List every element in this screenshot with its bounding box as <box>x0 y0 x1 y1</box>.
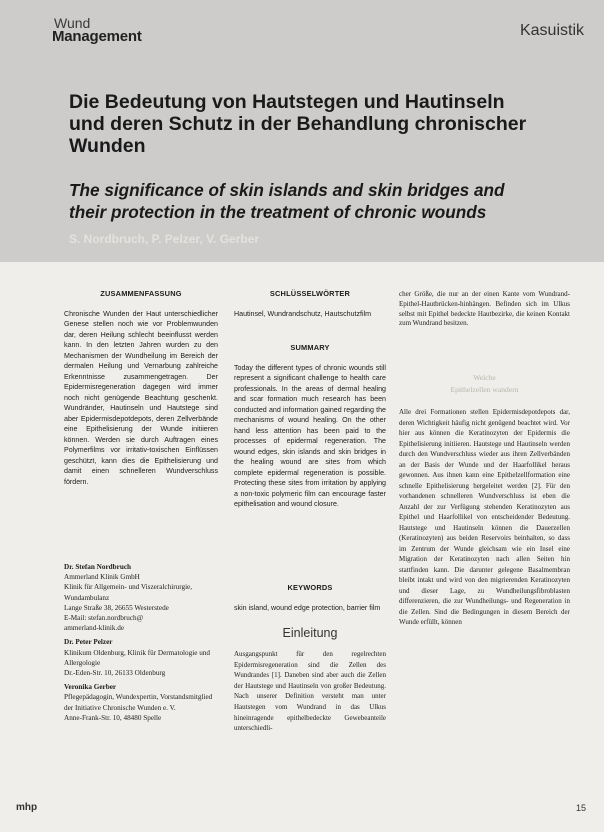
contact-email: ammerland-klinik.de <box>64 624 125 633</box>
body-column-3-intro: cher Größe, die nur an der einen Kante vom Wundrand-Epithel-Hautbrücken-hinhängen. Befinden sich im Ulkus selbst mit Epithel bedeckte Hautbezirke, die keinen Kontakt zum Wundrand besitzen. <box>399 290 570 328</box>
subheading <box>399 372 570 396</box>
abstract-german-heading: ZUSAMMENFASSUNG <box>100 289 182 298</box>
journal-logo-line2: Management <box>52 28 142 45</box>
contact-name: Dr. Peter Pelzer <box>64 638 113 647</box>
contact-block <box>64 562 220 633</box>
title-german: Die Bedeutung von Hautstegen und Hautinseln und deren Schutz in der Behandlung chronischer Wunden <box>69 91 527 157</box>
author-contacts <box>64 562 220 727</box>
keywords-heading: KEYWORDS <box>287 583 333 592</box>
body-column-3-text: Alle drei Formationen stellen Epidermisdepotdepots dar, deren Wichtigkeit häufig nicht genügend beachtet wird. Vor hier aus können die Keratinozyten der Epidermis die Epithelisierung initiieren. Hautstege und Hautinseln werden durch den Wundverschluss wieder aus ihren Zellverbänden an der Basis der Wunde und der Haarfollikel heraus gewonnen. Aus ihnen kann eine Epithelzellformation eine schnelle Epithelisierung hergeleitet werden [2]. Für den vorhandenen schnelleren Wundverschluss ist eben die Anzahl der zur Verfügung stehenden Keratinozyten aus Epithel und Haarfollikel von entscheidender Bedeutung. Hautstege und Hautinseln können die Dauerzellen (Keratinozyten) aus beiden Reservoirs beinhalten, so dass im Zentrum der Wunde gleichsam wie ein Insel eine Migration der Keratinozyten nach allen Seiten hin stattfinden kann. Die darunter gelegene Basalmembran bleibt intakt und wird von den migrierenden Keratinozyten und dieser Lage, zu Wundheilungsfibroblasten differenzieren, die zur Wundheilungs- und Regeneration in die Zellen. Sind die Bedingungen in diesem Bereich der Wunde erfüllt, können <box>399 408 570 626</box>
authors: S. Nordbruch, P. Pelzer, V. Gerber <box>69 232 260 246</box>
contact-block <box>64 637 220 678</box>
contact-line: Lange Straße 38, 26655 Westerstede <box>64 603 169 612</box>
section-label: Kasuistik <box>519 22 584 39</box>
contact-email: E-Mail: stefan.nordbruch@ <box>64 614 144 623</box>
title-english: The significance of skin islands and skin bridges and their protection in the treatment of chronic wounds <box>69 180 505 222</box>
keywords-german-text: Hautinsel, Wundrandschutz, Hautschutzfilm <box>234 309 372 318</box>
article-header <box>0 0 604 262</box>
contact-name: Veronika Gerber <box>64 683 117 692</box>
journal-logo-line1: Wund <box>54 15 91 31</box>
subheading-line: Welche <box>473 373 496 382</box>
contact-line: Dr.-Eden-Str. 10, 26133 Oldenburg <box>64 669 166 678</box>
summary-text: Today the different types of chronic wounds still represent a significant challenge to health care professionals. In the areas of dermal healing and scar formation much research has been conducted and information gained regarding the mechanisms of wound healing. On the other hand less attention has been paid to the processes of epidermal regeneration. The wound edges, skin islands and skin bridges in the healing wound are sites from which complete epidermal regeneration is possible. Protecting these sites from irritation by applying a non-toxic polymeric film can encourage faster epithelisation and wound closure. <box>234 363 386 508</box>
contact-name: Dr. Stefan Nordbruch <box>64 563 132 571</box>
introduction-text: Ausgangspunkt für den regelrechten Epidermisregeneration sind die Zellen des Wundrandes [1]. Daneben sind aber auch die Zellen der Hautstege und Hautinseln von großer Bedeutung. Nach unserer Definition versteht man unter Hautstegen vom Wundrand in das Ulkus hineinragende epithelbedeckte Gewebeanteile unterschiedli- <box>234 650 386 733</box>
keywords-german-heading: SCHLÜSSELWÖRTER <box>269 289 351 298</box>
publisher-logo: mhp <box>16 802 38 813</box>
keywords-english <box>234 583 386 613</box>
abstract-german-text: Chronische Wunden der Haut unterschiedlicher Genese stellen noch wie vor Problemwunden dar, deren Heilung schlecht beeinflusst werden kann. In den letzten Jahren wurden zu den Mechanismen der Wundheilung im Bereich der dermalen Heilung und Vernarbung zahlreiche Erkenntnisse zusammengetragen. Der Epidermisregeneration dagegen wird immer noch nicht genügende Beachtung geschenkt. Wundränder, Hautinseln und Hautstege sind aber Epidermisdepotdepots, deren Zellverbände eine Epithelisierung der Wunde initiieren können. Werden sie durch Auftragen eines Polymerfilms vor irritativ-toxischen Einflüssen geschützt, kann dies die Epithelisierung und damit einen schnelleren Wundverschluss fördern. <box>64 309 218 486</box>
contact-line: Anne-Frank-Str. 10, 48480 Spelle <box>64 713 162 722</box>
subheading-line: Epithelzellen wandern <box>450 385 519 394</box>
keywords-german <box>234 289 386 319</box>
contact-block <box>64 682 220 723</box>
contact-line: Klinik für Allgemein- und Viszeralchirurgie, Wundambulanz <box>64 583 193 602</box>
summary-english <box>234 343 386 510</box>
contact-line: Pflegepädagogin, Wundexpertin, Vorstandsmitglied der Initiative Chronische Wunden e. V. <box>64 693 213 712</box>
summary-heading: SUMMARY <box>290 343 330 352</box>
introduction-heading: Einleitung <box>282 626 338 640</box>
contact-line: Ammerland Klinik GmbH <box>64 573 140 582</box>
contact-line: Klinikum Oldenburg, Klinik für Dermatologie und Allergologie <box>64 648 210 667</box>
keywords-text: skin island, wound edge protection, barrier film <box>234 603 381 612</box>
abstract-german <box>64 289 218 487</box>
page-number: 15 <box>575 803 586 813</box>
